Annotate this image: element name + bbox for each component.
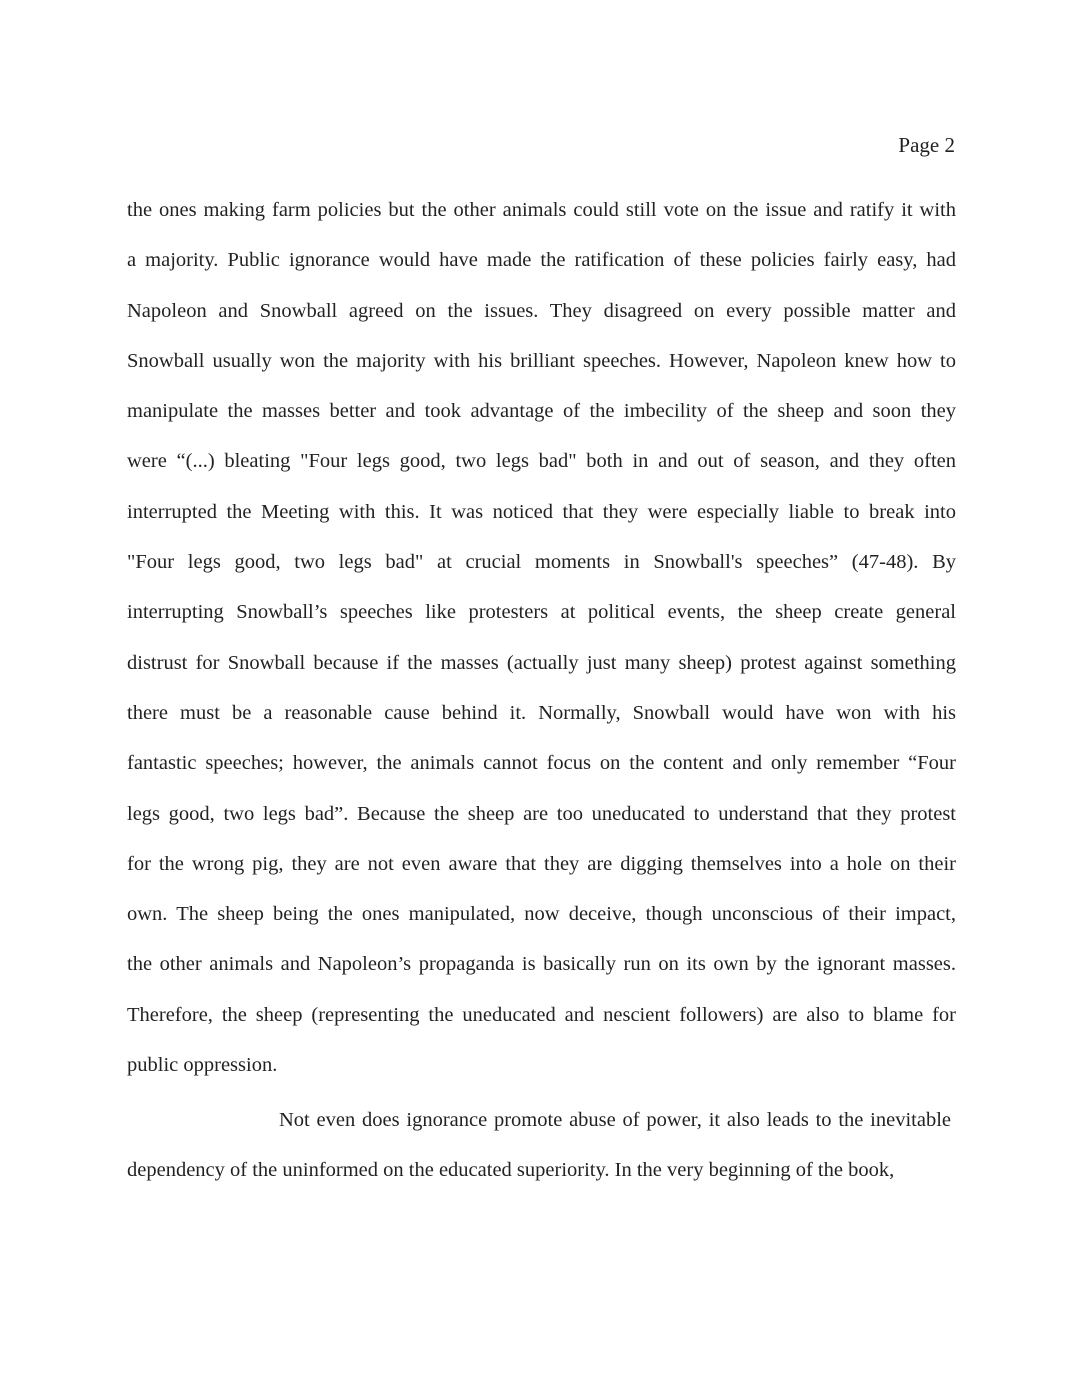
page-number: Page 2 <box>898 133 955 157</box>
text-line: fantastic speeches; however, the animals cannot focus on the content and only remember “Four <box>127 752 956 775</box>
text-line: Therefore, the sheep (representing the uneducated and nescient followers) are also to blame for <box>127 1003 956 1026</box>
text-line: Napoleon and Snowball agreed on the issues. They disagreed on every possible matter and <box>127 299 956 322</box>
paragraph-2 <box>127 1095 956 1196</box>
text-line: own. The sheep being the ones manipulated, now deceive, though unconscious of their impact, <box>127 903 956 926</box>
text-line: were “(...) bleating "Four legs good, two legs bad" both in and out of season, and they often <box>127 450 956 473</box>
text-line: Snowball usually won the majority with his brilliant speeches. However, Napoleon knew how to <box>127 349 956 372</box>
text-line: public oppression. <box>127 1054 278 1077</box>
text-line: "Four legs good, two legs bad" at crucial moments in Snowball's speeches” (47-48). By <box>127 551 956 574</box>
text-line: the ones making farm policies but the other animals could still vote on the issue and ratify it with <box>127 199 956 221</box>
text-line: a majority. Public ignorance would have made the ratification of these policies fairly easy, had <box>127 249 956 272</box>
text-line: Not even does ignorance promote abuse of power, it also leads to the inevitable <box>279 1109 951 1131</box>
text-line: interrupted the Meeting with this. It was noticed that they were especially liable to break into <box>127 500 956 523</box>
text-line: legs good, two legs bad”. Because the sheep are too uneducated to understand that they protest <box>127 802 956 825</box>
text-line: manipulate the masses better and took advantage of the imbecility of the sheep and soon they <box>127 400 956 423</box>
text-line: the other animals and Napoleon’s propaganda is basically run on its own by the ignorant masses. <box>127 953 956 976</box>
text-line: for the wrong pig, they are not even aware that they are digging themselves into a hole on their <box>127 852 956 875</box>
text-line: distrust for Snowball because if the masses (actually just many sheep) protest against something <box>127 651 956 674</box>
text-line: interrupting Snowball’s speeches like protesters at political events, the sheep create general <box>127 601 956 624</box>
text-line: there must be a reasonable cause behind it. Normally, Snowball would have won with his <box>127 701 956 724</box>
paragraph-1 <box>127 185 956 1090</box>
text-line: dependency of the uninformed on the educated superiority. In the very beginning of the book, <box>127 1159 895 1182</box>
